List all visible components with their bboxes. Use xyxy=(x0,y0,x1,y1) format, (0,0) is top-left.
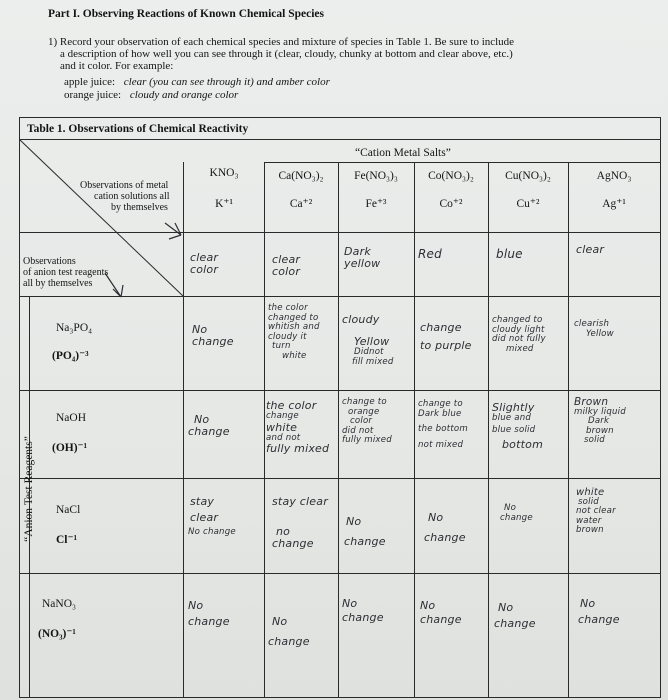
col-divider-4 xyxy=(488,162,489,698)
table-border-top xyxy=(19,117,661,118)
example-apple-label: apple juice: xyxy=(64,76,116,88)
cation-header-divider xyxy=(264,162,661,163)
hand-line: changed to xyxy=(492,315,543,325)
hand-line: No change xyxy=(188,527,236,537)
hand-line: clearish xyxy=(574,319,610,329)
metal-label-line: Observations of metal xyxy=(80,180,169,191)
anion-label-line: of anion test reagents xyxy=(23,267,109,278)
observation-cell xyxy=(188,600,230,628)
hand-line: No xyxy=(346,515,362,528)
hand-line: Yellow xyxy=(354,335,390,348)
col-formula: KNO₃ xyxy=(209,167,239,179)
hand-line: change xyxy=(268,635,310,648)
example-orange-value: cloudy and orange color xyxy=(129,89,239,101)
hand-line: Dark xyxy=(344,245,371,258)
col-divider-2 xyxy=(338,162,339,698)
hand-line: change xyxy=(342,611,384,624)
example-apple-value: clear (you can see through it) and amber color xyxy=(123,76,330,88)
hand-line: cloudy light xyxy=(492,324,545,335)
hand-line: the color xyxy=(268,303,308,313)
hand-line: No xyxy=(194,413,210,426)
hand-line: changed to xyxy=(268,312,319,323)
hand-line: No xyxy=(580,597,596,610)
anion-label-line: Observations xyxy=(23,256,76,267)
hand-line: change xyxy=(188,425,230,438)
hand-line: change xyxy=(500,512,533,523)
hand-line: and not xyxy=(266,432,301,443)
row-divider-4 xyxy=(19,573,661,574)
table-title: Table 1. Observations of Chemical Reactivity xyxy=(27,123,249,135)
hand-line: fill mixed xyxy=(352,356,394,367)
observation-cell xyxy=(418,248,442,260)
hand-line: stay clear xyxy=(272,495,328,508)
hand-line: water xyxy=(576,515,602,526)
row-formula: NaCl xyxy=(56,504,81,516)
hand-line: No xyxy=(192,323,208,336)
observation-cell xyxy=(576,488,616,536)
hand-line: not mixed xyxy=(418,439,464,450)
row-formula: NaOH xyxy=(56,412,87,424)
hand-line: clear xyxy=(576,243,605,256)
hand-line: white xyxy=(576,487,605,498)
hand-line: Brown xyxy=(574,396,609,408)
hand-line: blue and xyxy=(492,413,532,423)
observation-cell xyxy=(574,398,626,446)
observation-cell xyxy=(344,246,380,270)
observation-cell xyxy=(574,320,614,339)
hand-line: change xyxy=(494,617,536,630)
hand-line: blue solid xyxy=(492,424,536,435)
instruction-line-3: and it color. For example: xyxy=(60,60,174,72)
hand-line: No xyxy=(420,599,436,612)
observation-cell xyxy=(266,400,329,455)
observation-cell xyxy=(342,398,392,446)
observation-cell xyxy=(342,598,384,624)
hand-line: clear xyxy=(190,511,219,524)
metal-label-line: by themselves xyxy=(111,202,168,213)
example-apple xyxy=(64,76,330,88)
hand-line: No xyxy=(428,511,444,524)
hand-line: no xyxy=(276,525,291,538)
col-formula: Ca(NO₃)₂ xyxy=(278,170,324,182)
col-ion: Ag⁺¹ xyxy=(602,198,626,210)
row-ion: Cl⁻¹ xyxy=(56,534,78,546)
hand-line: the color xyxy=(266,399,317,412)
hand-line: Dark xyxy=(588,416,610,427)
hand-line: mixed xyxy=(506,343,534,354)
col-divider-3 xyxy=(414,162,415,698)
hand-line: yellow xyxy=(344,257,381,270)
observation-cell xyxy=(188,414,230,438)
hand-line: cloudy xyxy=(342,313,380,326)
observation-cell xyxy=(192,324,234,348)
hand-line: change to xyxy=(418,399,463,409)
anion-side-label: “Anion Test Reagents” xyxy=(23,436,35,542)
hand-line: did not fully xyxy=(492,334,546,345)
hand-line: No xyxy=(342,597,358,610)
hand-line: clear xyxy=(272,253,301,266)
observation-cell xyxy=(344,516,386,548)
col-ion: Cu⁺² xyxy=(516,198,540,210)
hand-line: Dark blue xyxy=(418,408,462,419)
observation-cell xyxy=(494,602,536,630)
col-divider-5 xyxy=(568,162,569,698)
observation-cell xyxy=(268,304,320,362)
hand-line: white xyxy=(282,350,307,361)
hand-line: Slightly xyxy=(492,401,535,414)
hand-line: not clear xyxy=(576,506,616,517)
anion-label-line: all by themselves xyxy=(23,278,93,289)
hand-line: change xyxy=(578,613,620,626)
observation-cell xyxy=(418,400,468,450)
observation-cell xyxy=(492,402,543,451)
hand-line: turn xyxy=(272,341,291,352)
row-formula: NaNO₃ xyxy=(42,598,77,610)
hand-line: change xyxy=(266,411,299,421)
hand-line: the bottom xyxy=(418,424,468,435)
hand-line: orange xyxy=(348,406,380,417)
row-divider-3 xyxy=(19,478,661,479)
observation-cell xyxy=(420,600,462,626)
col-formula: Co(NO₃)₂ xyxy=(428,170,474,182)
anion-corner-label xyxy=(23,256,108,289)
hand-line: solid xyxy=(584,435,605,446)
table-border-bottom xyxy=(19,697,661,698)
hand-line: change xyxy=(192,335,234,348)
hand-line: blue xyxy=(496,247,523,261)
observation-cell xyxy=(342,314,394,367)
hand-line: No xyxy=(272,615,288,628)
row-formula: Na₃PO₄ xyxy=(56,322,93,334)
col-formula: Fe(NO₃)₃ xyxy=(354,170,398,182)
observation-cell xyxy=(190,252,218,276)
hand-line: solid xyxy=(578,496,599,507)
metal-corner-label xyxy=(80,180,180,213)
hand-line: change to xyxy=(342,397,387,407)
col-formula: Cu(NO₃)₂ xyxy=(505,170,551,182)
instruction-line-1: 1) Record your observation of each chemical species and mixture of species in Table 1. Be sure to include xyxy=(48,36,515,48)
cation-header: “Cation Metal Salts” xyxy=(355,147,451,159)
hand-line: color xyxy=(190,263,219,276)
metal-label-line: cation solutions all xyxy=(94,191,170,202)
observation-cell xyxy=(578,598,620,626)
hand-line: color xyxy=(350,416,373,427)
hand-line: change xyxy=(188,615,230,628)
example-orange xyxy=(64,89,238,101)
hand-line: Didnot xyxy=(354,347,384,357)
col-formula: AgNO₃ xyxy=(596,170,632,182)
hand-line: fully mixed xyxy=(266,442,330,456)
observation-cell xyxy=(496,248,523,260)
hand-line: change xyxy=(344,535,386,548)
col-divider-1 xyxy=(264,162,265,698)
col-ion: Co⁺² xyxy=(439,198,463,210)
row-divider-2 xyxy=(19,390,661,391)
hand-line: change xyxy=(424,531,466,544)
table-border-right xyxy=(660,117,661,698)
observation-cell xyxy=(272,254,300,278)
observation-cell xyxy=(420,322,472,352)
row-ion: (OH)⁻¹ xyxy=(52,442,88,454)
observation-cell xyxy=(268,616,310,648)
observation-cell xyxy=(424,512,466,544)
hand-line: change xyxy=(420,613,462,626)
hand-line: Red xyxy=(418,247,442,261)
hand-line: No xyxy=(188,599,204,612)
hand-line: cloudy it xyxy=(268,331,307,342)
observation-cell xyxy=(272,496,328,550)
observation-cell xyxy=(576,244,604,256)
hand-line: change xyxy=(272,537,314,550)
hand-line: to purple xyxy=(420,339,472,352)
hand-line: stay xyxy=(190,495,215,508)
part-title: Part I. Observing Reactions of Known Chemical Species xyxy=(48,8,324,20)
col-ion: Ca⁺² xyxy=(289,198,313,210)
hand-line: No xyxy=(504,503,517,513)
hand-line: did not xyxy=(342,425,374,436)
col-ion: Fe⁺³ xyxy=(365,198,387,210)
example-orange-label: orange juice: xyxy=(64,89,122,101)
row-ion: (PO₄)⁻³ xyxy=(52,350,89,362)
hand-line: brown xyxy=(576,525,604,536)
hand-line: Yellow xyxy=(586,328,614,339)
hand-line: whitish and xyxy=(268,322,320,333)
observation-cell xyxy=(188,496,236,538)
observation-cell xyxy=(492,316,546,354)
hand-line: color xyxy=(272,265,301,278)
hand-line: change xyxy=(420,321,462,334)
hand-line: brown xyxy=(586,425,614,436)
metal-arrow-icon xyxy=(165,223,181,239)
hand-line: fully mixed xyxy=(342,435,392,446)
hand-line: white xyxy=(266,420,298,434)
hand-line: clear xyxy=(190,251,219,264)
col-ion: K⁺¹ xyxy=(215,198,233,210)
instruction-line-2: a description of how well you can see through it (clear, cloudy, chunky at bottom and clear above, etc.) xyxy=(60,48,513,60)
observation-cell xyxy=(500,504,533,523)
hand-line: milky liquid xyxy=(574,406,626,417)
hand-line: No xyxy=(498,601,514,614)
hand-line: bottom xyxy=(502,438,543,452)
row-ion: (NO₃)⁻¹ xyxy=(38,628,76,640)
